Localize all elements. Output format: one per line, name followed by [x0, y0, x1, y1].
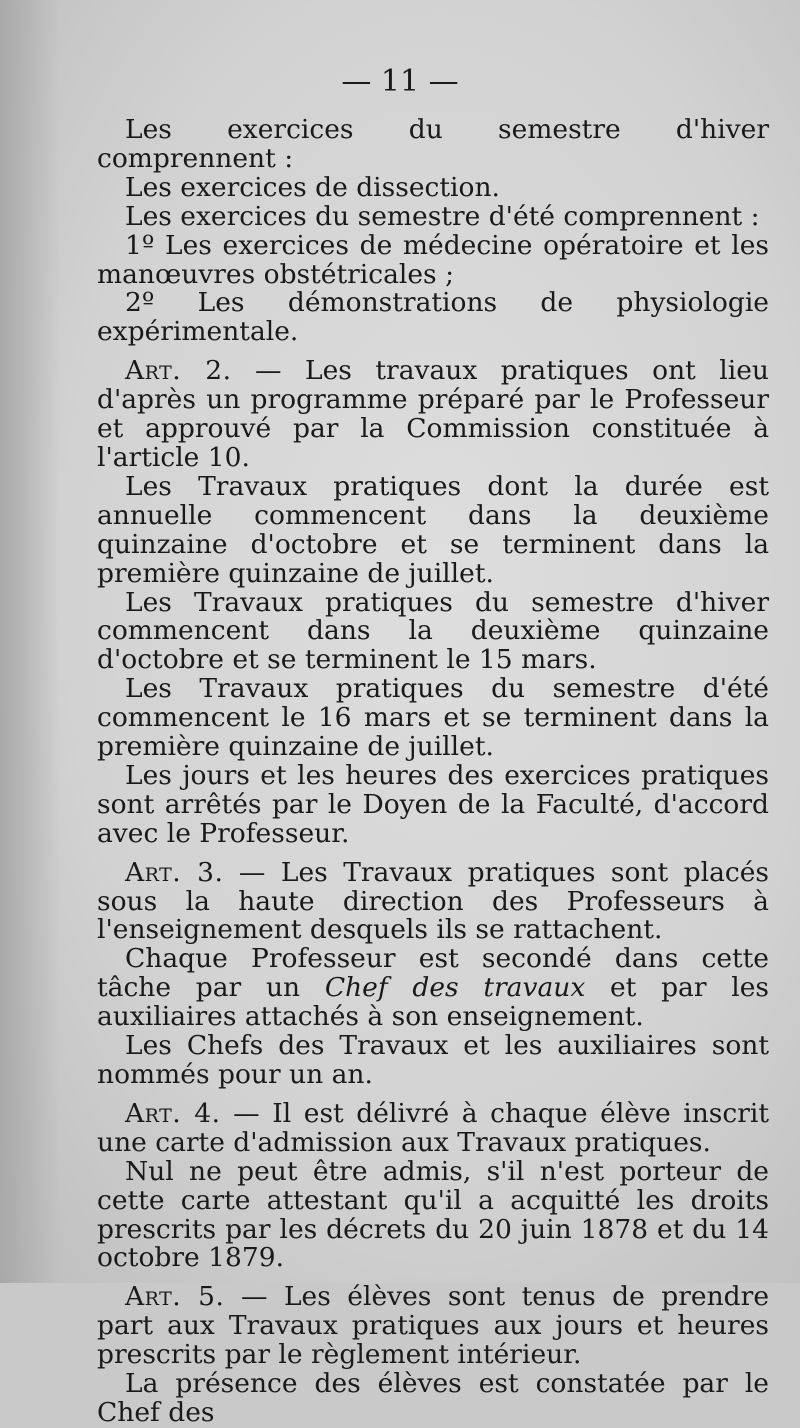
paragraph-1: Les exercices du semestre d'hiver comprennent : — [97, 114, 769, 174]
article-5-text: — Les élèves sont tenus de prendre part aux Travaux pratiques aux jours et heures prescrits par le règlement intérieur. — [97, 1281, 769, 1371]
paragraph-7: Les Travaux pratiques dont la durée est annuelle commencent dans la deuxième quinzaine d'octobre et se terminent dans la première quinzaine de juillet. — [97, 470, 769, 589]
article-2 — [97, 357, 769, 473]
article-5 — [97, 1283, 769, 1370]
paragraph-12-italic: Chef des travaux — [324, 972, 586, 1004]
paragraph-17: La présence des élèves est constatée par le Chef des — [97, 1368, 769, 1428]
article-3-text: — Les Travaux pratiques sont placés sous la haute direction des Professeurs à l'enseignement desquels ils se rattachent. — [97, 856, 769, 946]
paragraph-12-before: Chaque Professeur est secondé dans cette tâche par un — [97, 943, 769, 1004]
article-4 — [97, 1097, 769, 1158]
paragraph-12 — [97, 945, 769, 1032]
paragraph-2: Les exercices de dissection. — [125, 171, 500, 203]
article-4-text: — Il est délivré à chaque élève inscrit une carte d'admission aux Travaux pratiques. — [97, 1097, 769, 1158]
article-3-label: Art. 3. — [125, 856, 224, 888]
article-5-label: Art. 5. — [125, 1281, 225, 1313]
article-3 — [97, 856, 769, 946]
paragraph-13: Les Chefs des Travaux et les auxiliaires sont nommés pour un an. — [97, 1030, 769, 1090]
page-number: — 11 — — [341, 64, 459, 99]
paragraph-4: 1º Les exercices de médecine opératoire et les manœuvres obstétricales ; — [97, 229, 769, 290]
paragraph-8: Les Travaux pratiques du semestre d'hiver commencent dans la deuxième quinzaine d'octobre et se terminent le 15 mars. — [97, 586, 769, 676]
paragraph-3: Les exercices du semestre d'été comprennent : — [125, 200, 760, 232]
article-2-text: — Les travaux pratiques ont lieu d'après un programme préparé par le Professeur et approuvé par la Commission constituée à l'article 10. — [97, 355, 770, 473]
paragraph-5: 2º Les démonstrations de physiologie expérimentale. — [97, 287, 769, 348]
article-4-label: Art. 4. — [125, 1097, 221, 1129]
paragraph-12-after: et par les auxiliaires attachés à son enseignement. — [97, 972, 769, 1033]
body-text — [97, 116, 769, 1428]
article-2-label: Art. 2. — [125, 355, 232, 387]
page-edge-shadow — [0, 0, 60, 1283]
paragraph-10: Les jours et les heures des exercices pratiques sont arrêtés par le Doyen de la Faculté, d'accord avec le Professeur. — [97, 759, 769, 849]
paragraph-9: Les Travaux pratiques du semestre d'été commencent le 16 mars et se terminent dans la première quinzaine de juillet. — [97, 673, 769, 763]
paragraph-15: Nul ne peut être admis, s'il n'est porteur de cette carte attestant qu'il a acquitté les droits prescrits par les décrets du 20 juin 1878 et du 14 octobre 1879. — [97, 1155, 769, 1274]
